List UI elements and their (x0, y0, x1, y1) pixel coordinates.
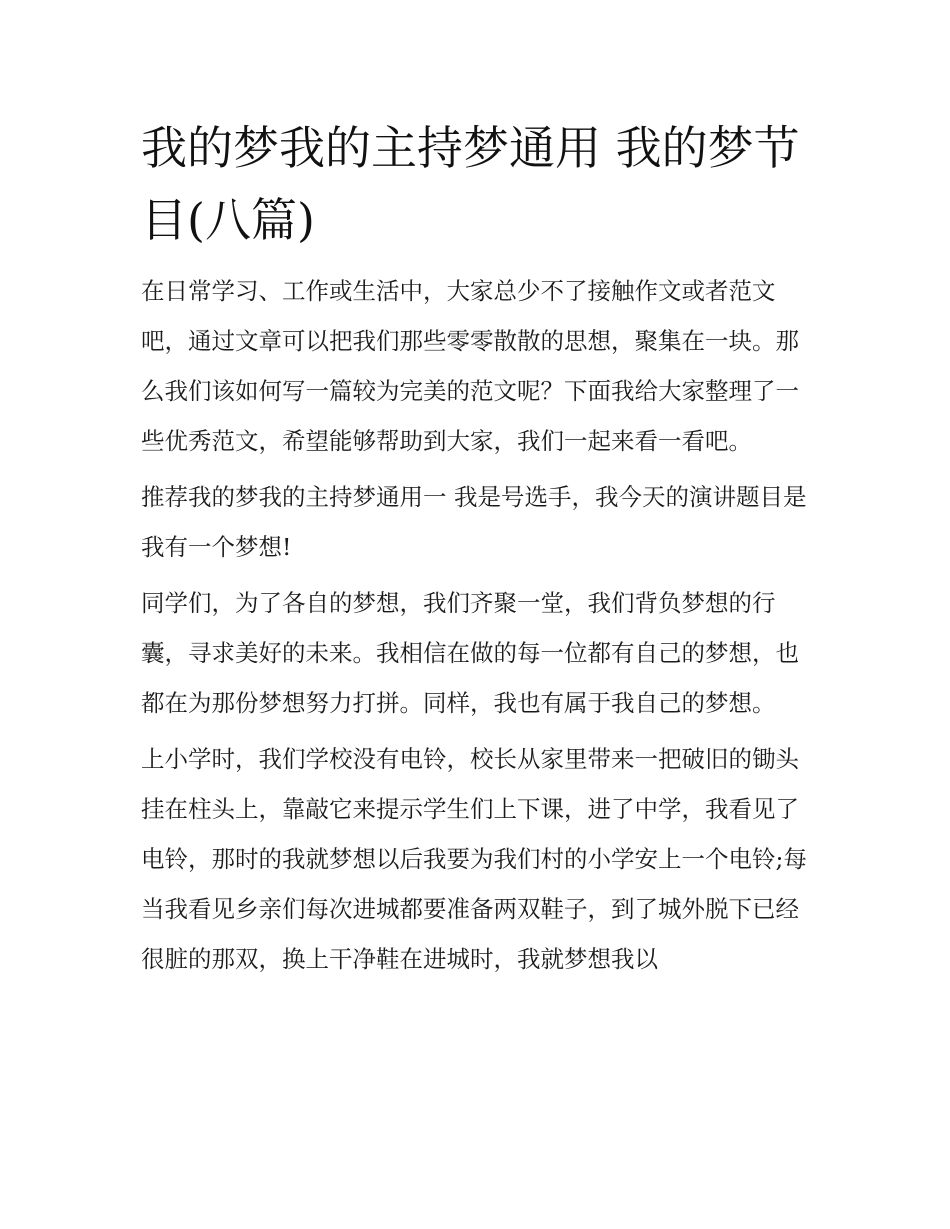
paragraph-classmates: 同学们，为了各自的梦想，我们齐聚一堂，我们背负梦想的行囊，寻求美好的未来。我相信在做的每一位都有自己的梦想，也都在为那份梦想努力打拼。同样，我也有属于我自己的梦想。 (141, 589, 799, 717)
document-title: 我的梦我的主持梦通用 我的梦节目(八篇) (141, 121, 800, 247)
document-body (141, 112, 813, 984)
paragraph-intro: 在日常学习、工作或生活中，大家总少不了接触作文或者范文吧，通过文章可以把我们那些零零散散的思想，聚集在一块。那么我们该如何写一篇较为完美的范文呢？下面我给大家整理了一些优秀范文，希望能够帮助到大家，我们一起来看一看吧。 (141, 277, 799, 455)
paragraph-school-bell: 上小学时，我们学校没有电铃，校长从家里带来一把破旧的锄头挂在柱头上，靠敲它来提示学生们上下课，进了中学，我看见了电铃，那时的我就梦想以后我要为我们村的小学安上一个电铃;每当我看见乡亲们每次进城都要准备两双鞋子，到了城外脱下已经很脏的那双，换上干净鞋在进城时，我就梦想我以 (141, 745, 807, 973)
paragraph-speech-topic: 推荐我的梦我的主持梦通用一 我是号选手，我今天的演讲题目是我有一个梦想! (141, 483, 807, 561)
